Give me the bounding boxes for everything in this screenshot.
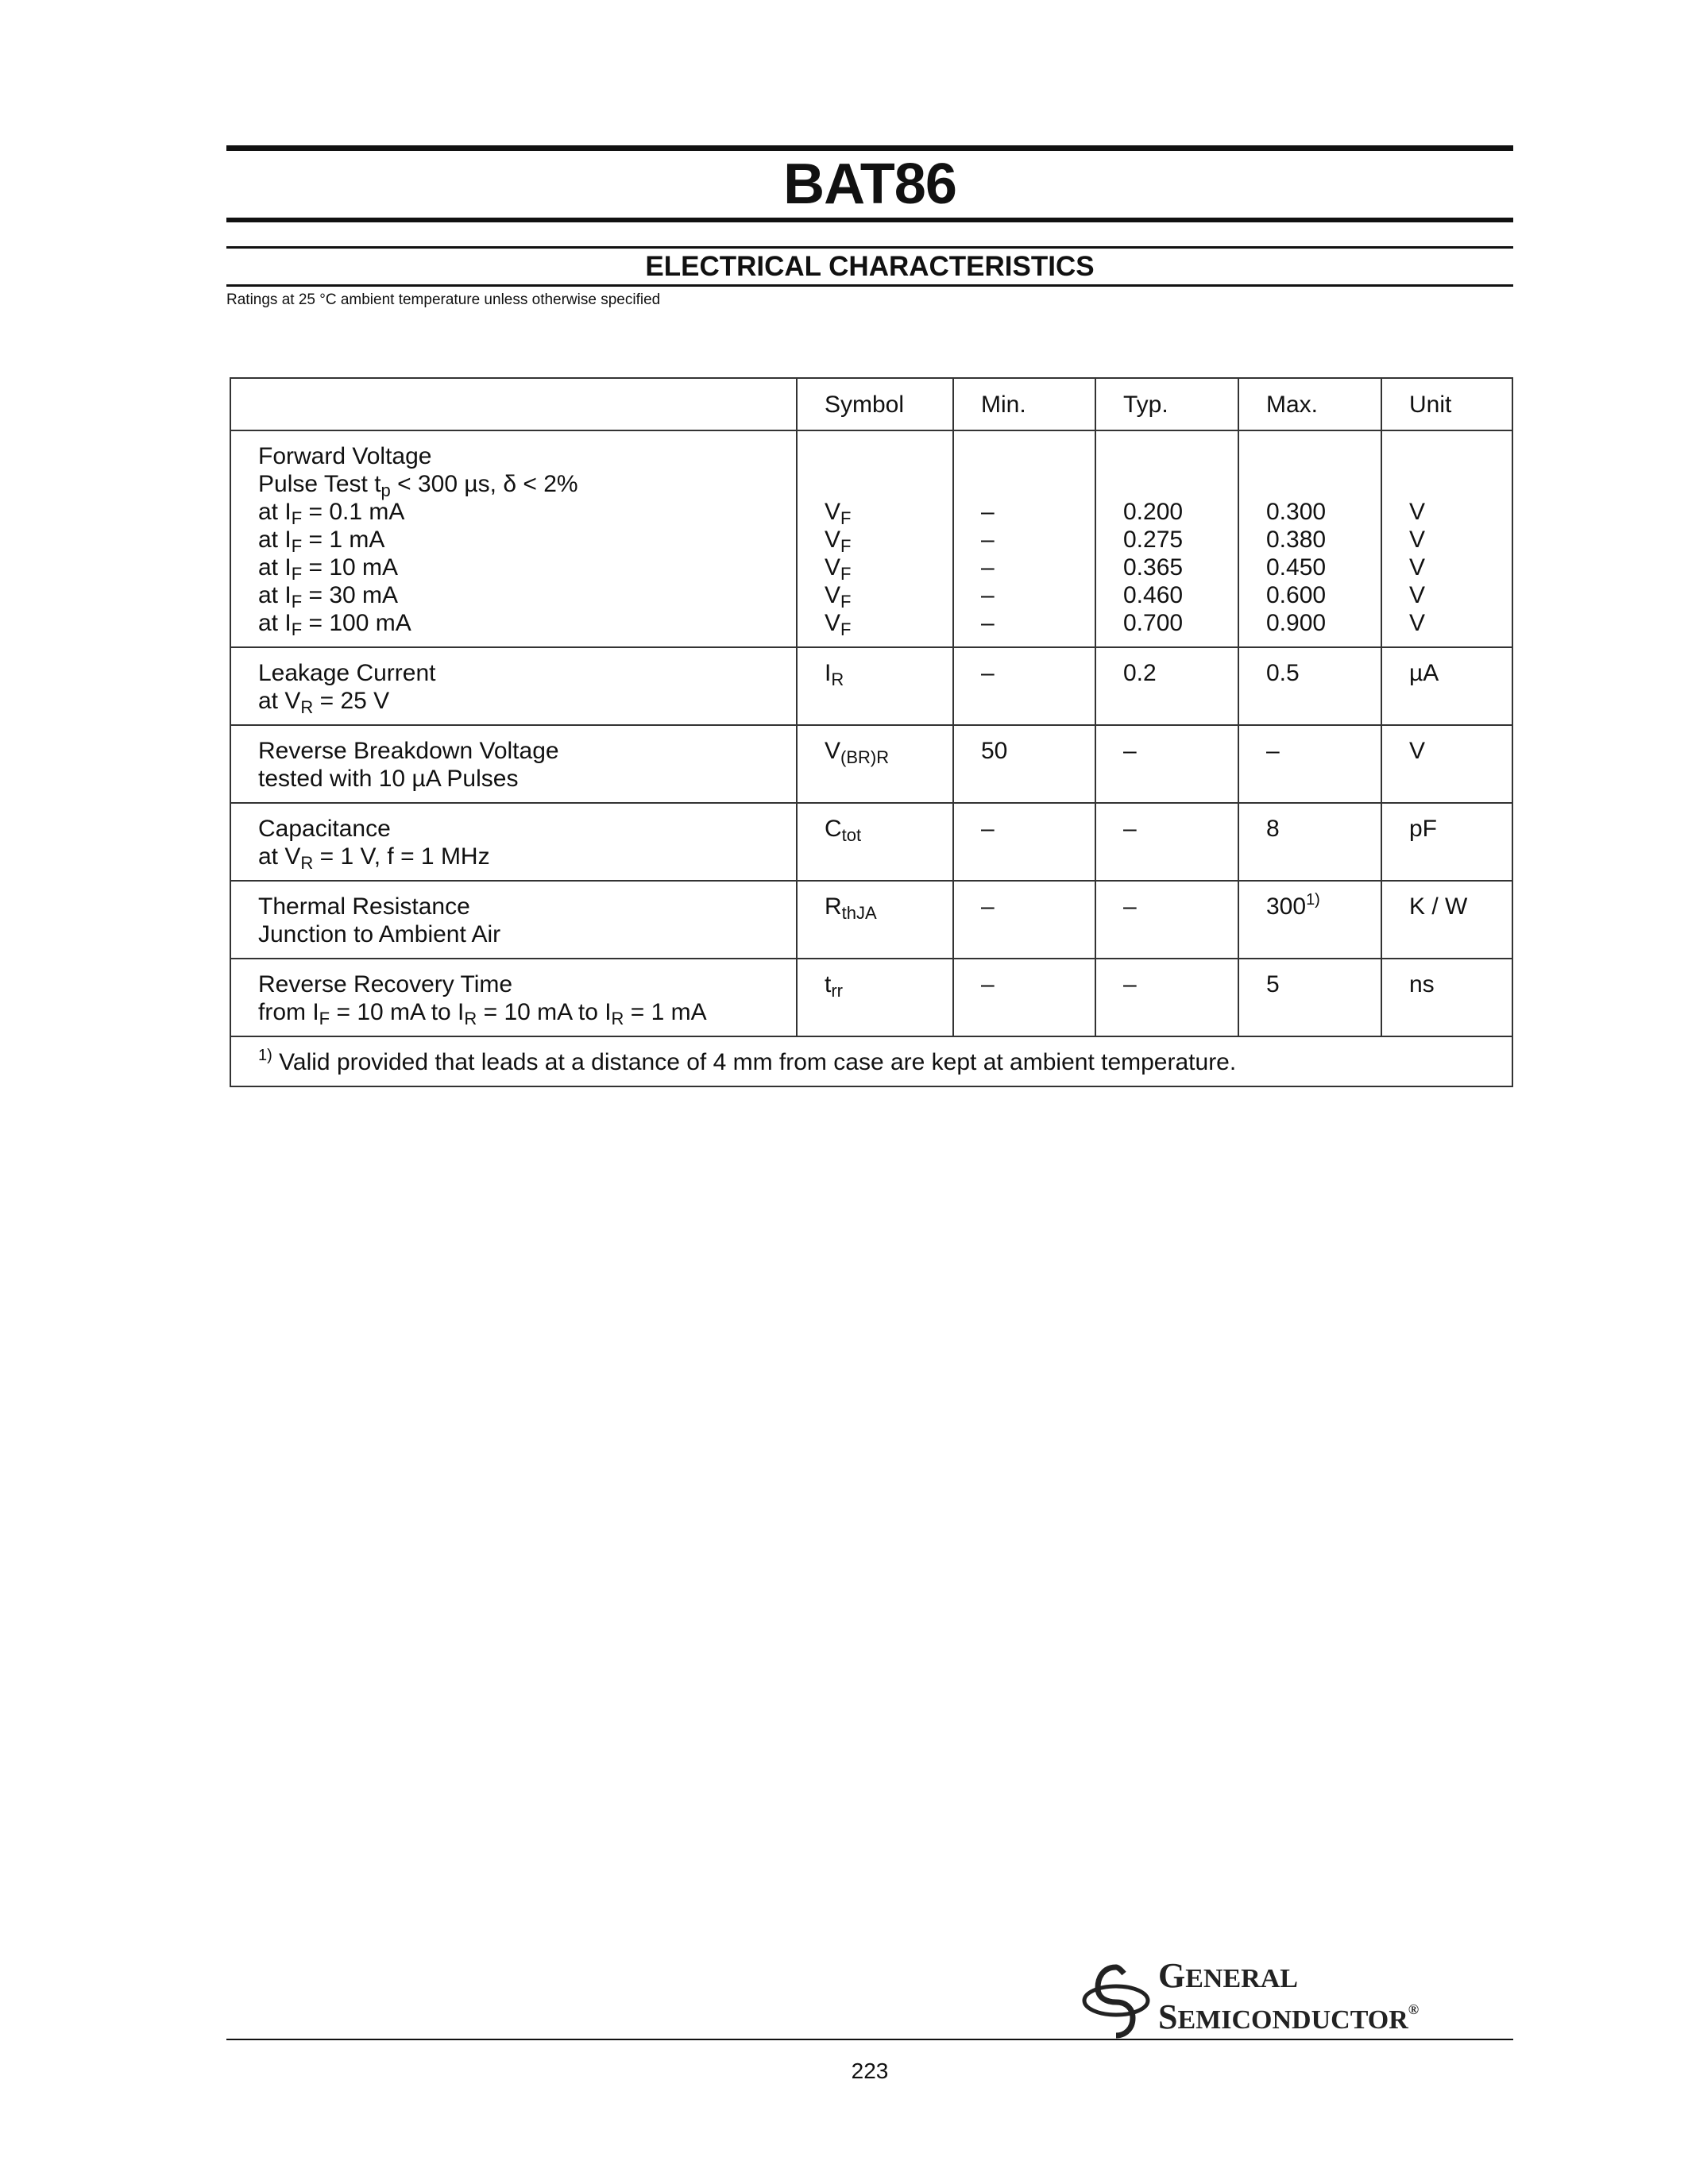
section-top-rule xyxy=(226,246,1513,249)
unit-breakdown-voltage: V xyxy=(1381,725,1512,803)
symbol-breakdown-voltage: $V_{(BR)R}$ xyxy=(797,725,953,803)
registered-mark: ® xyxy=(1408,2001,1420,2017)
table-footnote: $^{1)}$ Valid provided that leads at a distance of 4 mm from case are kept at ambient temperature. xyxy=(230,1036,1512,1086)
min-leakage-current: – xyxy=(953,647,1095,725)
min-thermal-resistance: – xyxy=(953,881,1095,959)
section-title: ELECTRICAL CHARACTERISTICS xyxy=(645,251,1095,282)
unit-capacitance: pF xyxy=(1381,803,1512,881)
logo-line-semiconductor: SEMICONDUCTOR® xyxy=(1158,1997,1420,2036)
header-parameter xyxy=(230,378,797,430)
max-recovery-time: 5 xyxy=(1238,959,1381,1036)
typ-breakdown-voltage: – xyxy=(1095,725,1238,803)
general-semiconductor-logo xyxy=(1080,1958,1525,2045)
max-leakage-current: 0.5 xyxy=(1238,647,1381,725)
header-symbol: Symbol xyxy=(797,378,953,430)
table-row-leakage-current xyxy=(230,647,1512,725)
param-capacitance: Capacitance at $V_R = 1$ V, f = 1 MHz xyxy=(230,803,797,881)
table-header-row xyxy=(230,378,1512,430)
table-row-thermal-resistance xyxy=(230,881,1512,959)
max-forward-voltage: 0.300 0.380 0.450 0.600 0.900 xyxy=(1238,430,1381,647)
min-capacitance: – xyxy=(953,803,1095,881)
symbol-recovery-time: $t_{rr}$ xyxy=(797,959,953,1036)
table-row-capacitance xyxy=(230,803,1512,881)
min-forward-voltage: – – – – – xyxy=(953,430,1095,647)
gs-logo-mark-icon xyxy=(1080,1961,1152,2040)
page-title: BAT86 xyxy=(783,152,956,216)
header-unit: Unit xyxy=(1381,378,1512,430)
unit-forward-voltage: V V V V V xyxy=(1381,430,1512,647)
logo-line-general: GENERAL xyxy=(1158,1956,1298,1995)
section-bottom-rule xyxy=(226,284,1513,287)
title-bottom-rule xyxy=(226,218,1513,222)
table-row-breakdown-voltage xyxy=(230,725,1512,803)
typ-forward-voltage: 0.200 0.275 0.365 0.460 0.700 xyxy=(1095,430,1238,647)
param-breakdown-voltage: Reverse Breakdown Voltage tested with 10 µA Pulses xyxy=(230,725,797,803)
symbol-capacitance: $C_{tot}$ xyxy=(797,803,953,881)
param-recovery-time: Reverse Recovery Time from $I_F = 10$ mA to $I_R = 10$ mA to $I_R = 1$ mA xyxy=(230,959,797,1036)
param-forward-voltage: Forward Voltage Pulse Test $t_p < 300$ µs, δ < 2% at $I_F = 0.1$ mA at $I_F = 1$ mA at $I_F = 10$ mA at $I_F = 30$ mA at $I_F = 100$ mA xyxy=(230,430,797,647)
ratings-note: Ratings at 25 °C ambient temperature unless otherwise specified xyxy=(226,291,661,308)
typ-leakage-current: 0.2 xyxy=(1095,647,1238,725)
max-thermal-resistance: 300$^{1)}$ xyxy=(1238,881,1381,959)
top-thick-rule xyxy=(226,145,1513,151)
header-max: Max. xyxy=(1238,378,1381,430)
header-min: Min. xyxy=(953,378,1095,430)
max-breakdown-voltage: – xyxy=(1238,725,1381,803)
header-typ: Typ. xyxy=(1095,378,1238,430)
unit-thermal-resistance: K / W xyxy=(1381,881,1512,959)
page-number: 223 xyxy=(851,2059,889,2083)
typ-recovery-time: – xyxy=(1095,959,1238,1036)
table-row-recovery-time xyxy=(230,959,1512,1036)
min-recovery-time: – xyxy=(953,959,1095,1036)
param-thermal-resistance: Thermal Resistance Junction to Ambient Air xyxy=(230,881,797,959)
max-capacitance: 8 xyxy=(1238,803,1381,881)
electrical-characteristics-table xyxy=(230,377,1513,1087)
symbol-thermal-resistance: $R_{thJA}$ xyxy=(797,881,953,959)
footer-rule xyxy=(226,2039,1513,2040)
typ-thermal-resistance: – xyxy=(1095,881,1238,959)
table-footnote-row xyxy=(230,1036,1512,1086)
param-leakage-current: Leakage Current at $V_R = 25$ V xyxy=(230,647,797,725)
min-breakdown-voltage: 50 xyxy=(953,725,1095,803)
unit-recovery-time: ns xyxy=(1381,959,1512,1036)
symbol-forward-voltage: $V_F$ $V_F$ $V_F$ $V_F$ $V_F$ xyxy=(797,430,953,647)
unit-leakage-current: µA xyxy=(1381,647,1512,725)
symbol-leakage-current: $I_R$ xyxy=(797,647,953,725)
typ-capacitance: – xyxy=(1095,803,1238,881)
table-row-forward-voltage xyxy=(230,430,1512,647)
